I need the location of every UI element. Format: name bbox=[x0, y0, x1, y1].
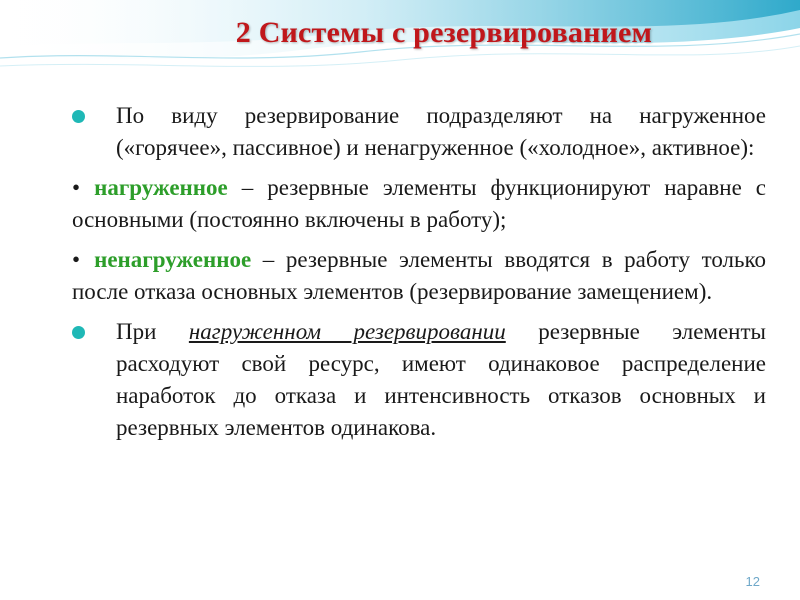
term-unloaded: ненагруженное bbox=[94, 247, 252, 272]
sub-item-loaded bbox=[72, 172, 766, 236]
emphasized-term: нагруженном резервировании bbox=[188, 319, 506, 344]
slide-title: 2 Системы с резервированием bbox=[235, 16, 653, 49]
bullet-item-2 bbox=[72, 316, 766, 444]
term-loaded: нагруженное bbox=[94, 175, 228, 200]
bullet-prefix: При bbox=[116, 319, 189, 344]
dot-bullet-icon: • bbox=[72, 175, 81, 200]
bullet-text: По виду резервирование подразделяют на нагруженное («горячее», пассивное) и ненагруженное («холодное», активное): bbox=[116, 103, 766, 160]
round-bullet-icon bbox=[72, 110, 85, 123]
bullet-item-1 bbox=[72, 100, 766, 164]
term-definition: – резервные элементы вводятся в работу только после отказа основных элементов (резервирование замещением). bbox=[72, 247, 766, 304]
page-number: 12 bbox=[745, 574, 760, 589]
dot-bullet-icon: • bbox=[72, 247, 81, 272]
sub-item-unloaded bbox=[72, 244, 766, 308]
round-bullet-icon bbox=[72, 326, 85, 339]
slide-body bbox=[72, 100, 766, 452]
term-definition: – резервные элементы функционируют наравне с основными (постоянно включены в работу); bbox=[72, 175, 766, 232]
bullet-text: резервные элементы расходуют свой ресурс, имеют одинаковое распределение наработок до отказа и интенсивность отказов основных и резервных элементов одинакова. bbox=[116, 319, 766, 440]
